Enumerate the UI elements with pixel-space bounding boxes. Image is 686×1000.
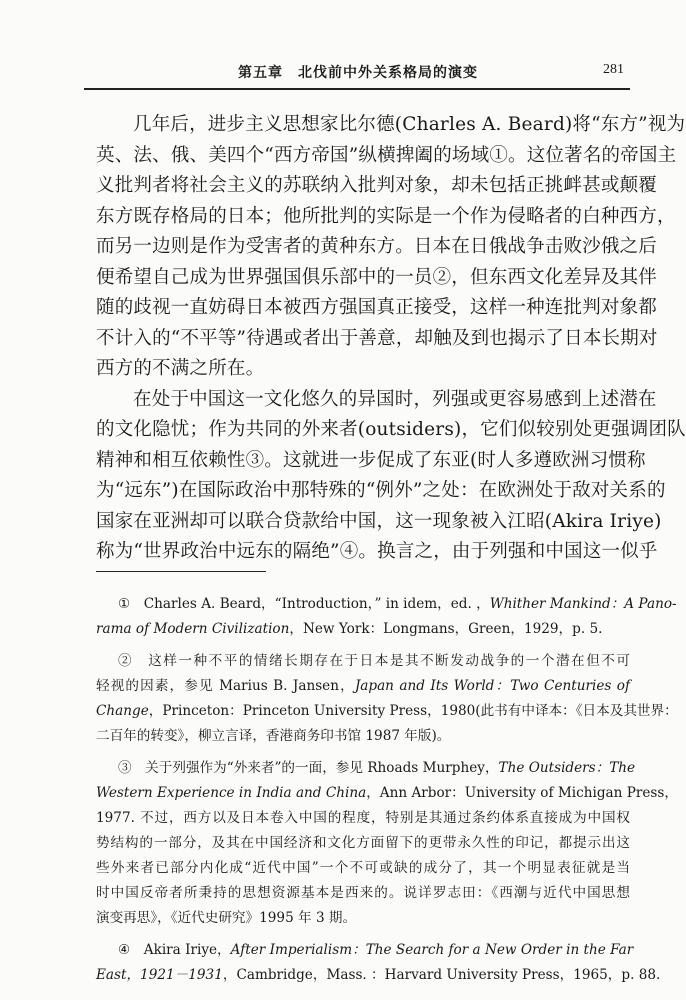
note-text: ，Cambridge，Mass. ：Harvard University Press，1965，p. 88. (222, 967, 661, 983)
text-line: 不计入的“不平等”待遇或者出于善意，却触及到也揭示了日本长期对 (96, 327, 658, 349)
text-line: 东方既存格局的日本；他所批判的实际是一个作为侵略者的白种西方， (96, 205, 676, 227)
text-line: 随的歧视一直妨碍日本被西方强国真正接受，这样一种连批判对象都 (96, 297, 658, 318)
paragraph-1 (96, 110, 686, 385)
note-text: ① Charles A. Beard，“Introduction，” in idem，ed. ， (118, 596, 490, 612)
note-title: Change (96, 703, 149, 719)
text-line: 为“远东”)在国际政治中那特殊的“例外”之处：在欧洲处于敌对关系的 (96, 480, 666, 501)
page-number: 281 (603, 62, 624, 77)
note-title: East，1921－1931 (96, 967, 223, 983)
note-text: ④ Akira Iriye， (118, 942, 231, 958)
note-title: The Outsiders：The (498, 760, 636, 776)
paragraph-2 (96, 385, 686, 568)
text-line: 精神和相互依赖性③。这就进一步促成了东亚(时人多遵欧洲习惯称 (96, 449, 646, 471)
footnote-4 (96, 938, 661, 988)
text-line: 西方的不满之所在。 (96, 358, 265, 379)
note-text: ③ 关于列强作为“外来者”的一面，参见 Rhoads Murphey， (118, 760, 499, 776)
text-line: 在处于中国这一文化悠久的异国时，列强或更容易感到上述潜在 (133, 388, 657, 410)
note-text: ② 这样一种不平的情绪长期存在于日本是其不断发动战争的一个潜在但不可 (118, 653, 630, 669)
note-text: ，Ann Arbor：University of Michigan Press， (366, 785, 678, 801)
text-line: 英、法、俄、美四个“西方帝国”纵横捭阖的场域①。这位著名的帝国主 (96, 144, 677, 166)
main-text (96, 110, 686, 568)
note-text: 演变再思》，《近代史研究》1995 年 3 期。 (96, 910, 357, 926)
note-text: 时中国反帝者所秉持的思想资源基本是西来的。说详罗志田：《西潮与近代中国思想 (96, 885, 630, 901)
note-title: Japan and Its World：Two Centuries of (354, 678, 630, 694)
footnote-2 (96, 649, 678, 749)
note-title: Whither Mankind：A Pano- (489, 596, 677, 612)
footnote-separator (96, 571, 266, 572)
footnotes (96, 592, 678, 995)
text-line: 称为“世界政治中远东的隔绝”④。换言之，由于列强和中国这一似乎 (96, 541, 658, 562)
note-text: ，Princeton：Princeton University Press，1980(此书有中译本：《日本及其世界： (148, 703, 678, 719)
note-title: rama of Modern Civilization (96, 621, 290, 637)
chapter-title: 第五章 北伐前中外关系格局的演变 (238, 65, 478, 81)
header-rule (84, 88, 630, 90)
note-text: ，New York：Longmans，Green，1929，p. 5. (289, 621, 603, 637)
note-text: 些外来者已部分内化成“近代中国”一个不可或缺的成分了，其一个明显表征就是当 (96, 860, 630, 876)
footnote-3 (96, 756, 678, 931)
text-line: 的文化隐忧；作为共同的外来者(outsiders)，它们似较别处更强调团队 (96, 419, 686, 440)
text-line: 而另一边则是作为受害者的黄种东方。日本在日俄战争击败沙俄之后 (96, 236, 658, 257)
note-text: 二百年的转变》，柳立言译，香港商务印书馆 1987 年版)。 (96, 728, 451, 744)
note-text: 1977. 不过，西方以及日本卷入中国的程度，特别是其通过条约体系直接成为中国权 (96, 810, 630, 826)
note-text: 轻视的因素，参见 Marius B. Jansen， (96, 678, 355, 694)
text-line: 义批判者将社会主义的苏联纳入批判对象，却未包括正挑衅甚或颠覆 (96, 175, 658, 196)
text-line: 国家在亚洲却可以联合贷款给中国，这一现象被入江昭(Akira Iriye) (96, 510, 662, 532)
text-line: 便希望自己成为世界强国俱乐部中的一员②，但东西文化差异及其伴 (96, 266, 658, 288)
note-title: Western Experience in India and China (96, 785, 367, 801)
footnote-1 (96, 592, 677, 642)
note-title: After Imperialism：The Search for a New Order in the Far (230, 942, 634, 958)
text-line: 几年后，进步主义思想家比尔德(Charles A. Beard)将“东方”视为 (133, 114, 686, 135)
running-header (88, 58, 628, 88)
note-text: 势结构的一部分，及其在中国经济和文化方面留下的更带永久性的印记，都提示出这 (96, 835, 630, 851)
